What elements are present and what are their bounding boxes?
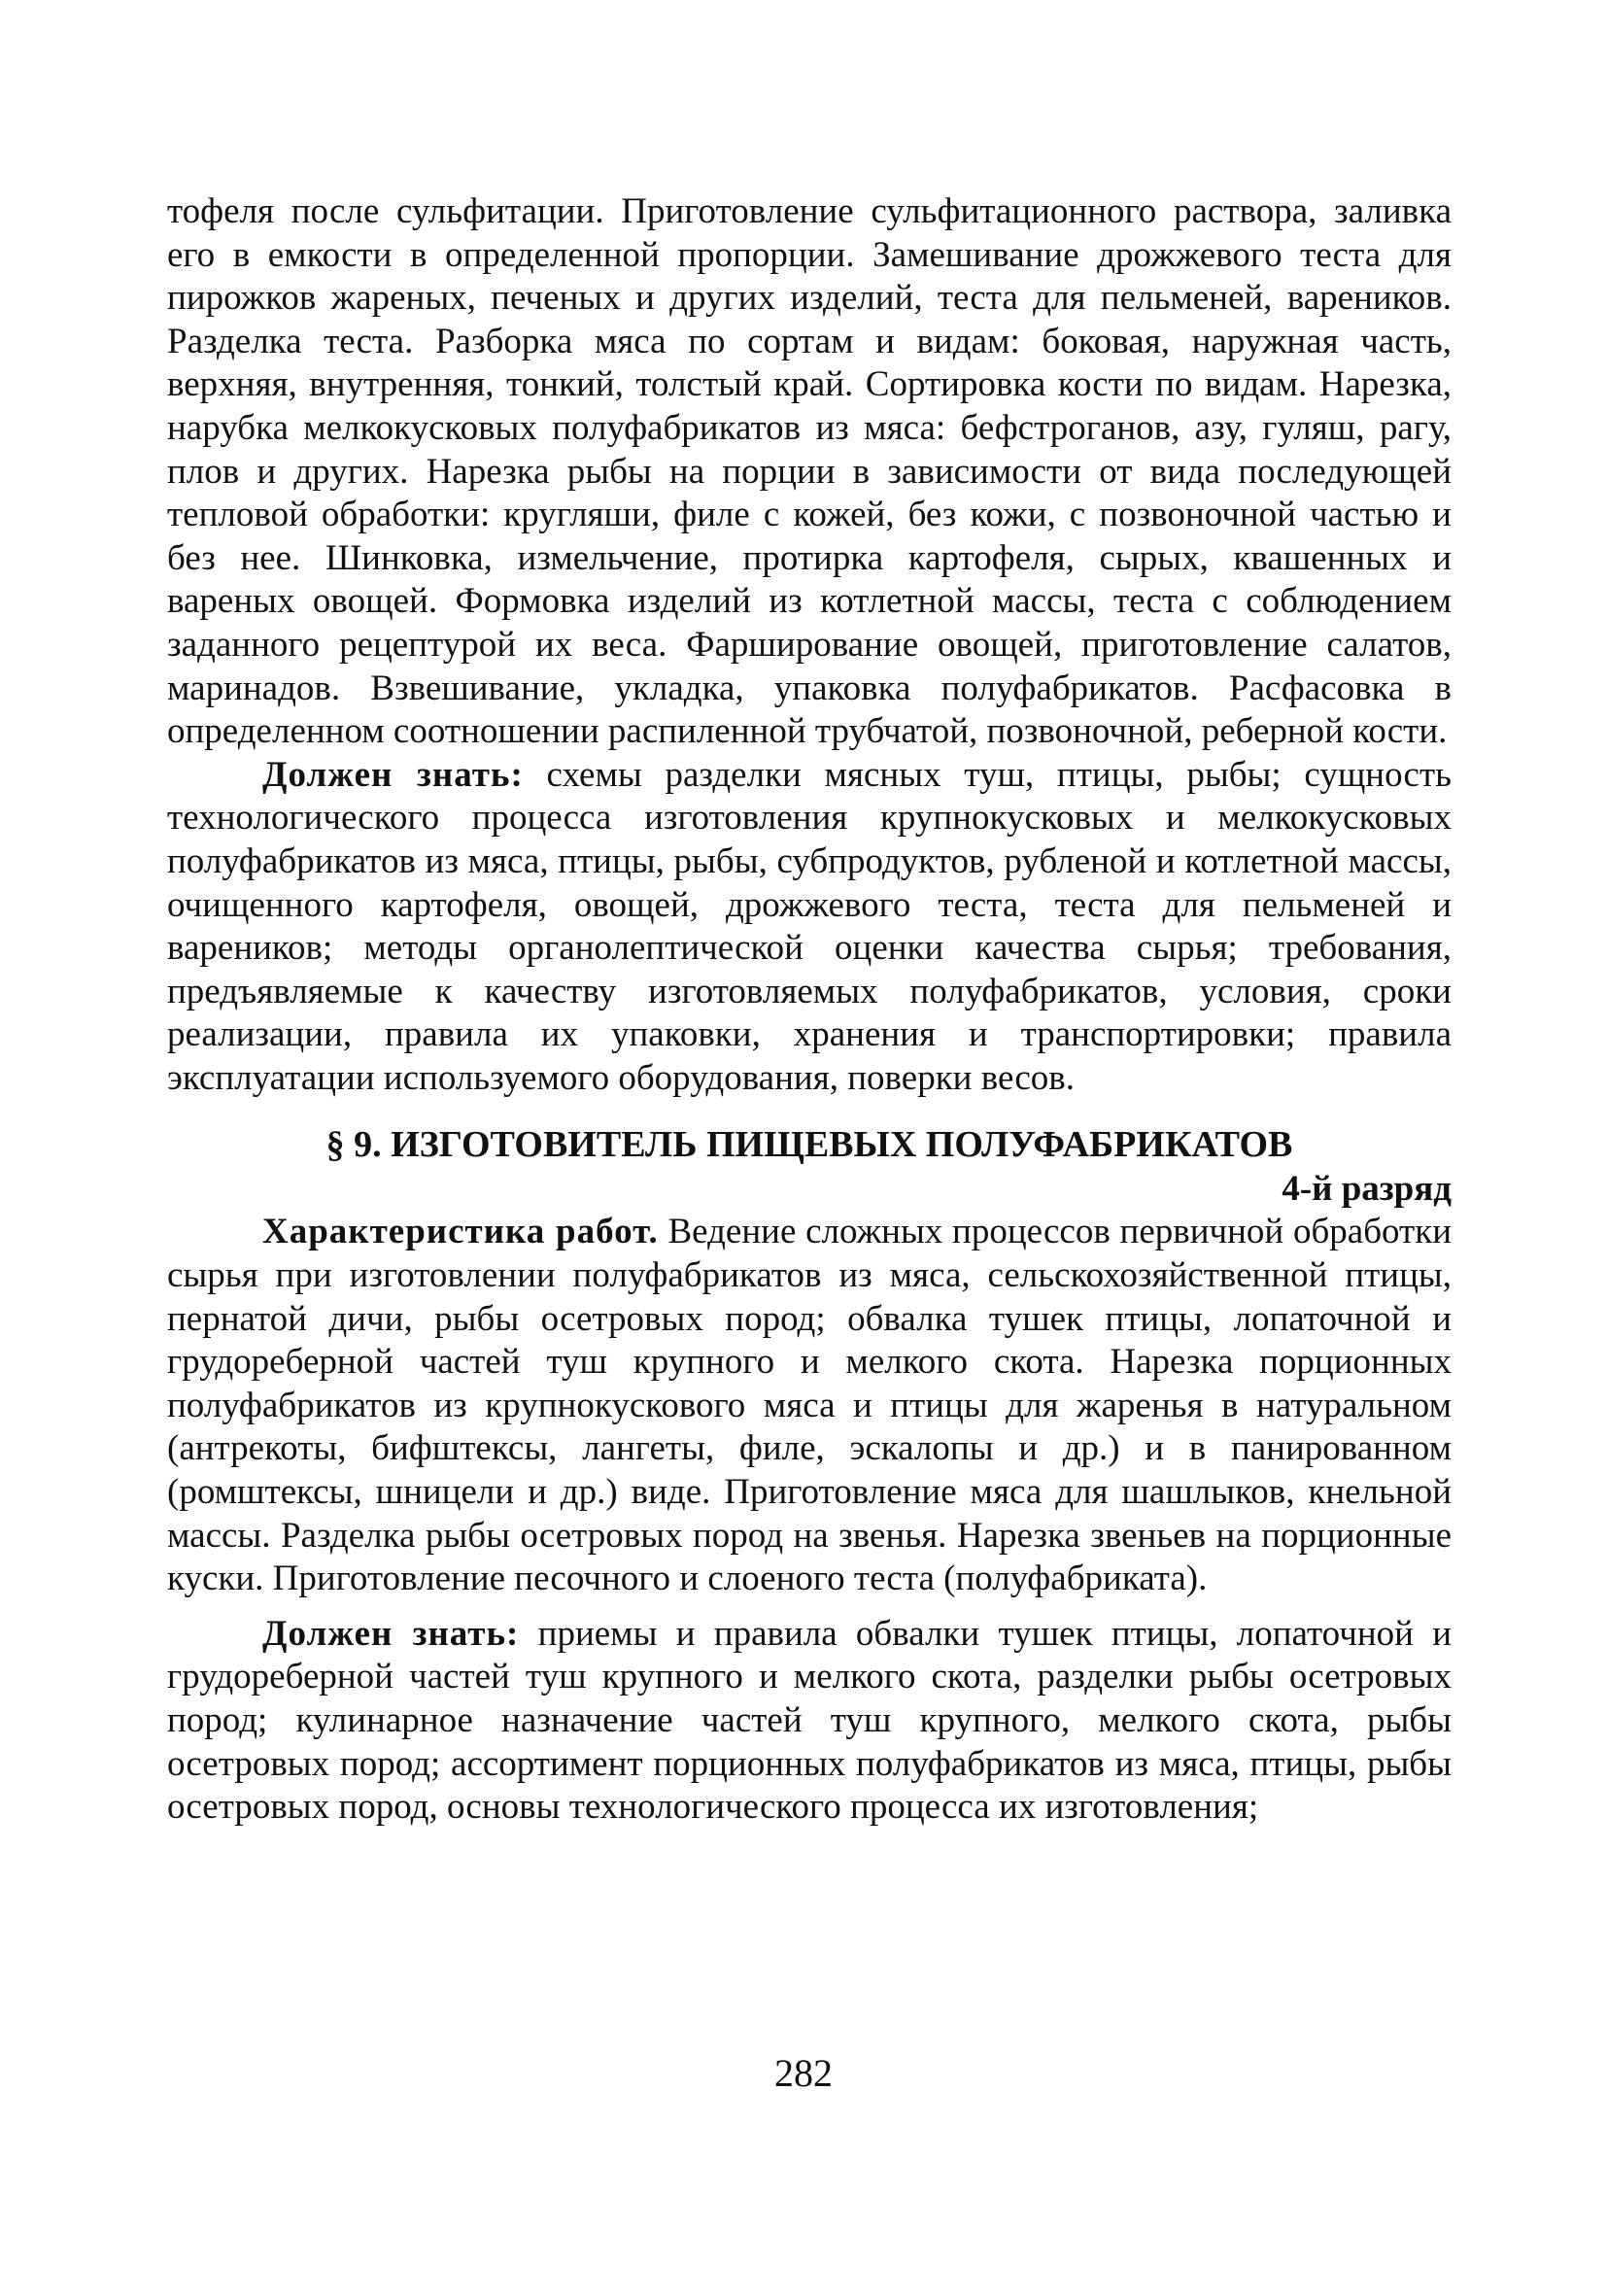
paragraph-text: Ведение сложных процессов первичной обработки сырья при изготовлении полуфабрикатов из мяса, сельскохозяйственной птицы, пернатой дичи, рыбы осетровых пород; обвалка тушек птицы, лопаточной и грудореберной частей туш крупного и мелкого скота. Нарезка порционных полуфабрикатов из крупнокускового мяса и птицы для жаренья в натуральном (антрекоты, бифштексы, лангеты, филе, эскалопы и др.) и в панированном (ромштексы, шницели и др.) виде. Приготовление мяса для шашлыков, кнельной массы. Разделка рыбы осетровых пород на звенья. Нарезка звеньев на порционные куски. Приготовление песочного и слоеного теста (полуфабриката). [167, 1212, 1452, 1599]
page-body [167, 190, 1452, 1830]
paragraph-lead: Должен знать: [262, 1613, 520, 1654]
paragraph-text: приемы и правила обвалки тушек птицы, лопаточной и грудореберной частей туш крупного и мелкого скота, разделки рыбы осетровых пород; кулинарное назначение частей туш крупного, мелкого скота, рыбы осетровых пород; ассортимент порционных полуфабрикатов из мяса, птицы, рыбы осетровых пород, основы технологического процесса их изготовления; [167, 1613, 1452, 1828]
page-number: 282 [774, 2051, 833, 2095]
paragraph-must-know-2 [167, 1613, 1452, 1830]
paragraph-lead: Должен знать: [262, 754, 524, 795]
grade-label: 4-й разряд [1282, 1169, 1452, 1210]
paragraph-work-description [167, 1211, 1452, 1600]
paragraph-lead: Характеристика работ. [262, 1212, 659, 1252]
paragraph-text: схемы разделки мясных туш, птицы, рыбы; сущность технологического процесса изготовления крупнокусковых и мелкокусковых полуфабрикатов из мяса, птицы, рыбы, субпродуктов, рубленой и котлетной массы, очищенного картофеля, овощей, дрожжевого теста, теста для пельменей и вареников; методы органолептической оценки качества сырья; требования, предъявляемые к качеству изготовляемых полуфабрикатов, условия, сроки реализации, правила их упаковки, хранения и транспортировки; правила эксплуатации используемого оборудования, поверки весов. [167, 754, 1452, 1098]
paragraph-must-know-1 [167, 754, 1452, 1101]
paragraph-continued: тофеля после сульфитации. Приготовление сульфитационного раствора, заливка его в емкости в определенной пропорции. Замешивание дрожжевого теста для пирожков жареных, печеных и других изделий, теста для пельменей, вареников. Разделка теста. Разборка мяса по сортам и видам: боковая, наружная часть, верхняя, внутренняя, тонкий, толстый край. Сортировка кости по видам. Нарезка, нарубка мелкокусковых полуфабрикатов из мяса: бефстроганов, азу, гуляш, рагу, плов и других. Нарезка рыбы на порции в зависимости от вида последующей тепловой обработки: кругляши, филе с кожей, без кожи, с позвоночной частью и без нее. Шинковка, измельчение, протирка картофеля, сырых, квашенных и вареных овощей. Формовка изделий из котлетной массы, теста с соблюдением заданного рецептурой их веса. Фарширование овощей, приготовление салатов, маринадов. Взвешивание, укладка, упаковка полуфабрикатов. Расфасовка в определенном соотношении распиленной трубчатой, позвоночной, реберной кости. [167, 191, 1452, 752]
section-heading: § 9. ИЗГОТОВИТЕЛЬ ПИЩЕВЫХ ПОЛУФАБРИКАТОВ [325, 1124, 1293, 1166]
